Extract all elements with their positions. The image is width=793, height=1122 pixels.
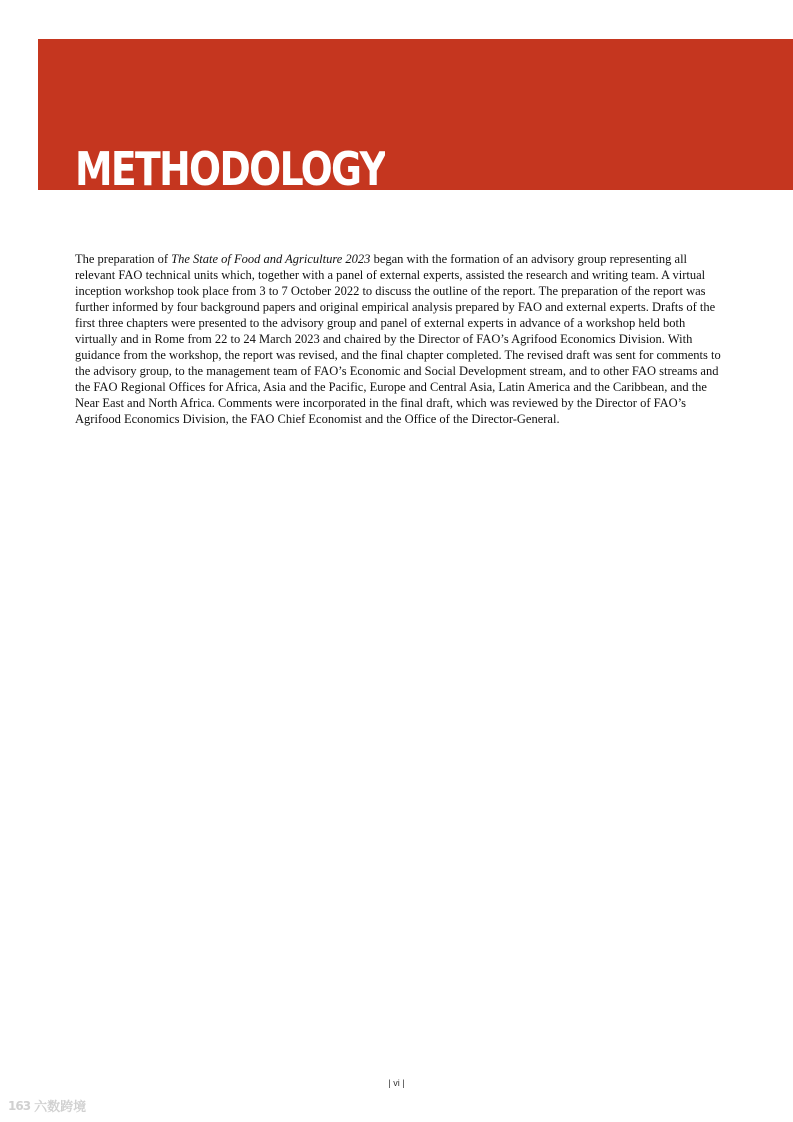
watermark-text: 六数跨境 [34,1100,87,1115]
page-title: METHODOLOGY [75,146,386,190]
report-title: The State of Food and Agriculture 2023 [171,252,371,266]
page-number: | vi | [388,1078,405,1088]
watermark-logo: 163 [8,1098,31,1113]
paragraph-text: began with the formation of an advisory group representing all relevant FAO technical units which, together with a panel of external experts, assisted the research and writing team. A virtual inception workshop took place from 3 to 7 October 2022 to discuss the outline of the report. The preparation of the report was further informed by four background papers and original empirical analysis prepared by FAO and external experts. Drafts of the first three chapters were presented to the advisory group and panel of external experts in advance of a workshop held both virtually and in Rome from 22 to 24 March 2023 and chaired by the Director of FAO’s Agrifood Economics Division. With guidance from the workshop, the report was revised, and the final chapter completed. The revised draft was sent for comments to the advisory group, to the management team of FAO’s Economic and Social Development stream, and to other FAO streams and the FAO Regional Offices for Africa, Asia and the Pacific, Europe and Central Asia, Latin America and the Caribbean, and the Near East and North Africa. Comments were incorporated in the final draft, which was reviewed by the Director of FAO’s Agrifood Economics Division, the FAO Chief Economist and the Office of the Director-General. [75,252,721,426]
watermark [8,1096,86,1115]
paragraph-intro: The preparation of [75,252,172,266]
methodology-paragraph [75,251,725,427]
